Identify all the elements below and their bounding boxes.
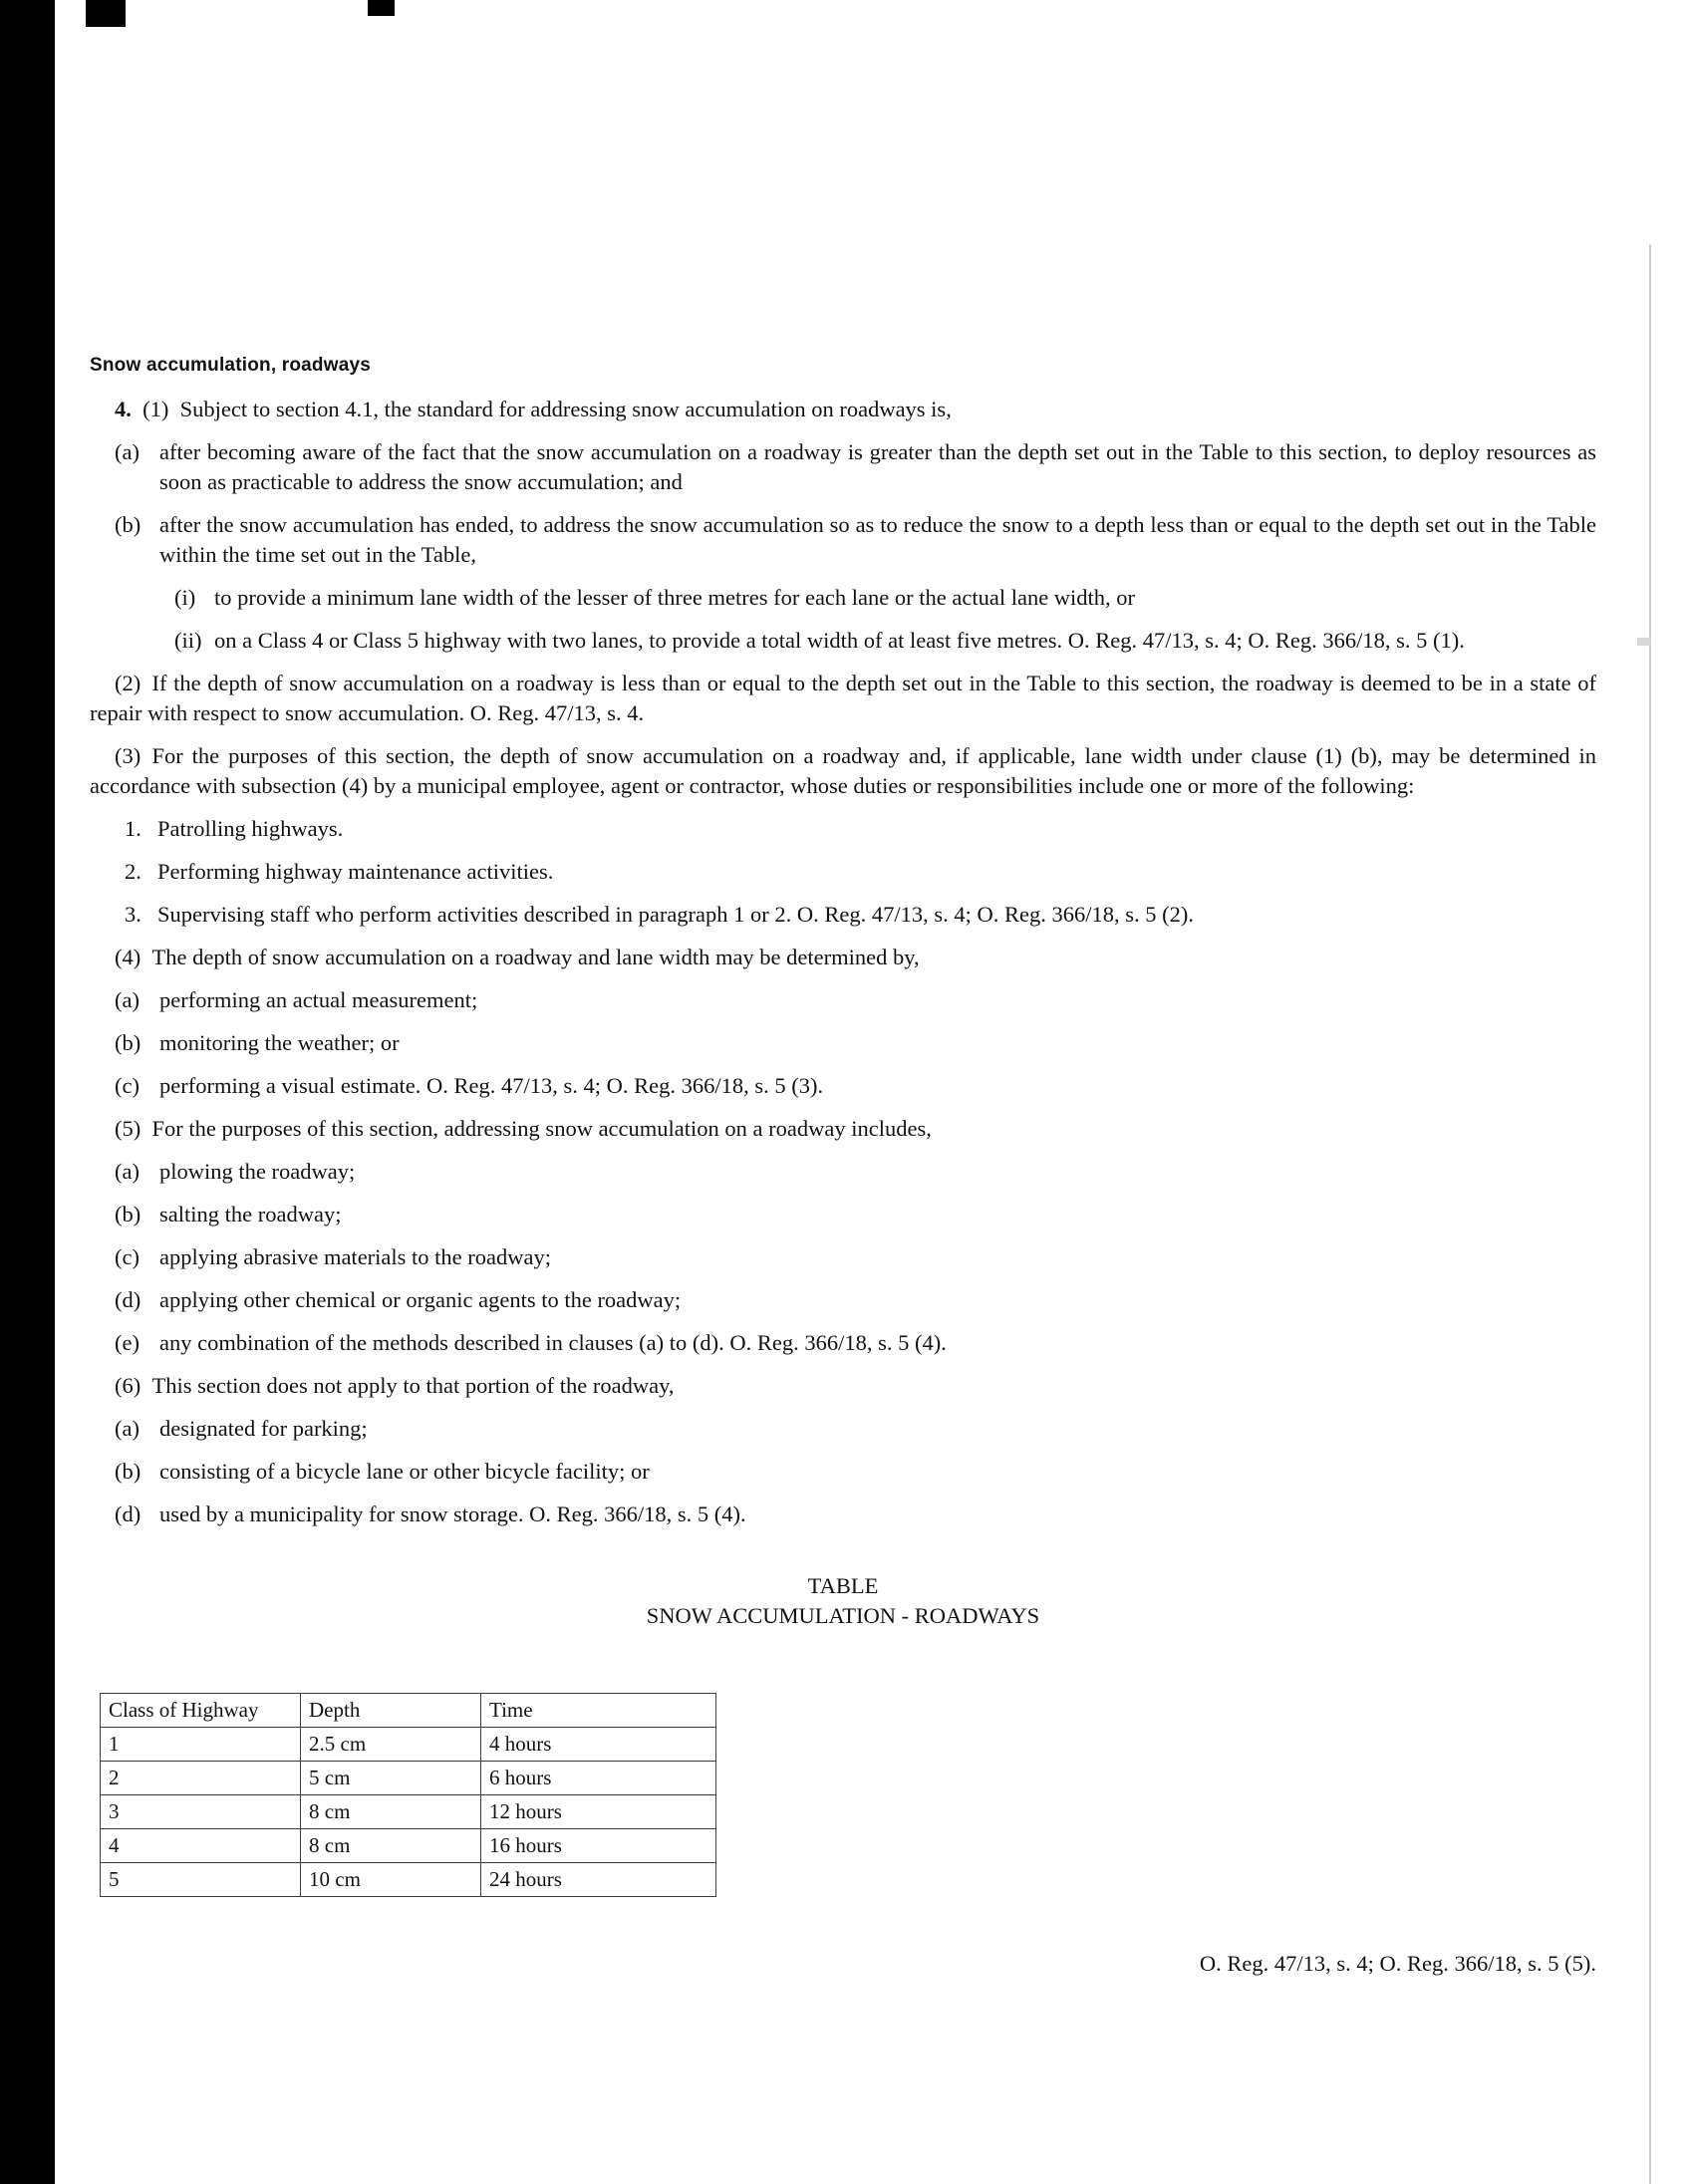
document-content xyxy=(90,355,1596,1979)
clause-label: (d) xyxy=(115,1287,141,1312)
paragraph-item-2 xyxy=(90,857,1596,887)
clause-text: performing an actual measurement; xyxy=(159,987,478,1012)
paragraph-clause-6a xyxy=(90,1414,1596,1444)
table-cell: 5 cm xyxy=(301,1762,481,1795)
item-label: 3. xyxy=(125,902,141,927)
table-cell: 16 hours xyxy=(481,1829,716,1863)
clause-text: any combination of the methods described in clauses (a) to (d). O. Reg. 366/18, s. 5 (4). xyxy=(159,1330,947,1355)
table-cell: 4 hours xyxy=(481,1728,716,1762)
subclause-text: to provide a minimum lane width of the lesser of three metres for each lane or the actual lane width, or xyxy=(214,585,1136,610)
table-title xyxy=(90,1571,1596,1631)
paragraph-clause-b xyxy=(90,510,1596,570)
clause-label: (b) xyxy=(115,1030,141,1055)
subclause-text: on a Class 4 or Class 5 highway with two lanes, to provide a total width of at least five metres. O. Reg. 47/13, s. 4; O. Reg. 366/18, s. 5 (1). xyxy=(214,628,1465,653)
table-title-line1: TABLE xyxy=(807,1573,879,1598)
paragraph-clause-5a xyxy=(90,1157,1596,1187)
scan-artifact-top-mark-2 xyxy=(368,0,395,16)
table-cell: 2 xyxy=(101,1762,301,1795)
clause-text: after becoming aware of the fact that the snow accumulation on a roadway is greater than the depth set out in the Table to this section, to deploy resources as soon as practicable to address the snow accumulation; and xyxy=(159,439,1596,494)
paragraph-clause-6d xyxy=(90,1500,1596,1529)
table-cell: 5 xyxy=(101,1863,301,1897)
clause-label: (a) xyxy=(115,987,140,1012)
item-text: Patrolling highways. xyxy=(157,816,344,841)
section-heading: Snow accumulation, roadways xyxy=(90,355,372,376)
item-label: 2. xyxy=(125,859,141,884)
item-text: Performing highway maintenance activities. xyxy=(157,859,554,884)
scan-artifact-left-bar xyxy=(0,0,55,2184)
clause-text: performing a visual estimate. O. Reg. 47/13, s. 4; O. Reg. 366/18, s. 5 (3). xyxy=(159,1073,824,1098)
clause-text: used by a municipality for snow storage. O. Reg. 366/18, s. 5 (4). xyxy=(159,1502,746,1526)
table-cell: 1 xyxy=(101,1728,301,1762)
section-number: 4. xyxy=(115,397,132,421)
table-cell: 3 xyxy=(101,1795,301,1829)
table-header-cell: Time xyxy=(481,1694,716,1728)
clause-label: (a) xyxy=(115,439,140,464)
paragraph-item-1 xyxy=(90,814,1596,844)
table-cell: 24 hours xyxy=(481,1863,716,1897)
table-cell: 10 cm xyxy=(301,1863,481,1897)
paragraph-subclause-i xyxy=(90,583,1596,613)
clause-label: (c) xyxy=(115,1073,140,1098)
clause-label: (b) xyxy=(115,1459,141,1484)
table-row xyxy=(101,1863,716,1897)
table-row xyxy=(101,1795,716,1829)
paragraph-clause-6b xyxy=(90,1457,1596,1487)
paragraph-clause-4b xyxy=(90,1028,1596,1058)
clause-text: after the snow accumulation has ended, to address the snow accumulation so as to reduce the snow to a depth less than or equal to the depth set out in the Table within the time set out in the Table, xyxy=(159,512,1596,567)
paragraph-clause-5e xyxy=(90,1328,1596,1358)
scan-artifact-top-mark-1 xyxy=(86,0,126,27)
scan-artifact-right-edge xyxy=(1649,244,1651,2184)
clause-label: (c) xyxy=(115,1244,140,1269)
footer-citation: O. Reg. 47/13, s. 4; O. Reg. 366/18, s. 5 (5). xyxy=(1199,1951,1596,1976)
clause-label: (a) xyxy=(115,1159,140,1184)
paragraph-subsection-6: (6) This section does not apply to that portion of the roadway, xyxy=(115,1373,675,1398)
paragraph-clause-a xyxy=(90,437,1596,497)
paragraph-subsection-2: (2) If the depth of snow accumulation on a roadway is less than or equal to the depth set out in the Table to this section, the roadway is deemed to be in a state of repair with respect to snow accumulation. O. Reg. 47/13, s. 4. xyxy=(90,671,1596,725)
table-row xyxy=(101,1728,716,1762)
paragraph-clause-4c xyxy=(90,1071,1596,1101)
table-header-cell: Depth xyxy=(301,1694,481,1728)
table-header-cell: Class of Highway xyxy=(101,1694,301,1728)
clause-label: (e) xyxy=(115,1330,140,1355)
clause-text: salting the roadway; xyxy=(159,1202,342,1227)
paragraph-clause-5b xyxy=(90,1200,1596,1229)
paragraph-subsection-3: (3) For the purposes of this section, the depth of snow accumulation on a roadway and, if applicable, lane width under clause (1) (b), may be determined in accordance with subsection (4) by a municipal employee, agent or contractor, whose duties or responsibilities include one or more of the following: xyxy=(90,743,1596,798)
subclause-label: (i) xyxy=(174,585,196,610)
clause-text: designated for parking; xyxy=(159,1416,368,1441)
paragraph-section-4-1 xyxy=(90,395,1596,424)
table-cell: 2.5 cm xyxy=(301,1728,481,1762)
subclause-label: (ii) xyxy=(174,628,202,653)
clause-text: consisting of a bicycle lane or other bicycle facility; or xyxy=(159,1459,650,1484)
clause-label: (d) xyxy=(115,1502,141,1526)
paragraph-subsection-5: (5) For the purposes of this section, addressing snow accumulation on a roadway includes, xyxy=(115,1116,932,1141)
clause-text: applying other chemical or organic agents to the roadway; xyxy=(159,1287,682,1312)
clause-text: plowing the roadway; xyxy=(159,1159,356,1184)
paragraph-item-3 xyxy=(90,900,1596,930)
snow-accumulation-table xyxy=(100,1693,716,1897)
table-row xyxy=(101,1762,716,1795)
scan-artifact-smudge xyxy=(1637,638,1651,646)
item-label: 1. xyxy=(125,816,141,841)
item-text: Supervising staff who perform activities described in paragraph 1 or 2. O. Reg. 47/13, s. 4; O. Reg. 366/18, s. 5 (2). xyxy=(157,902,1195,927)
paragraph-text: (1) Subject to section 4.1, the standard for addressing snow accumulation on roadways is, xyxy=(131,397,952,421)
clause-label: (b) xyxy=(115,1202,141,1227)
table-cell: 12 hours xyxy=(481,1795,716,1829)
paragraph-subclause-ii xyxy=(90,626,1596,656)
clause-text: applying abrasive materials to the roadway; xyxy=(159,1244,551,1269)
clause-label: (b) xyxy=(115,512,141,537)
paragraph-clause-4a xyxy=(90,985,1596,1015)
table-cell: 6 hours xyxy=(481,1762,716,1795)
table-cell: 8 cm xyxy=(301,1795,481,1829)
table-header-row xyxy=(101,1694,716,1728)
table-cell: 4 xyxy=(101,1829,301,1863)
table-cell: 8 cm xyxy=(301,1829,481,1863)
clause-text: monitoring the weather; or xyxy=(159,1030,400,1055)
clause-label: (a) xyxy=(115,1416,140,1441)
paragraph-clause-5c xyxy=(90,1242,1596,1272)
paragraph-clause-5d xyxy=(90,1285,1596,1315)
paragraph-subsection-4: (4) The depth of snow accumulation on a roadway and lane width may be determined by, xyxy=(115,945,920,969)
table-title-line2: SNOW ACCUMULATION - ROADWAYS xyxy=(646,1603,1040,1628)
table-row xyxy=(101,1829,716,1863)
